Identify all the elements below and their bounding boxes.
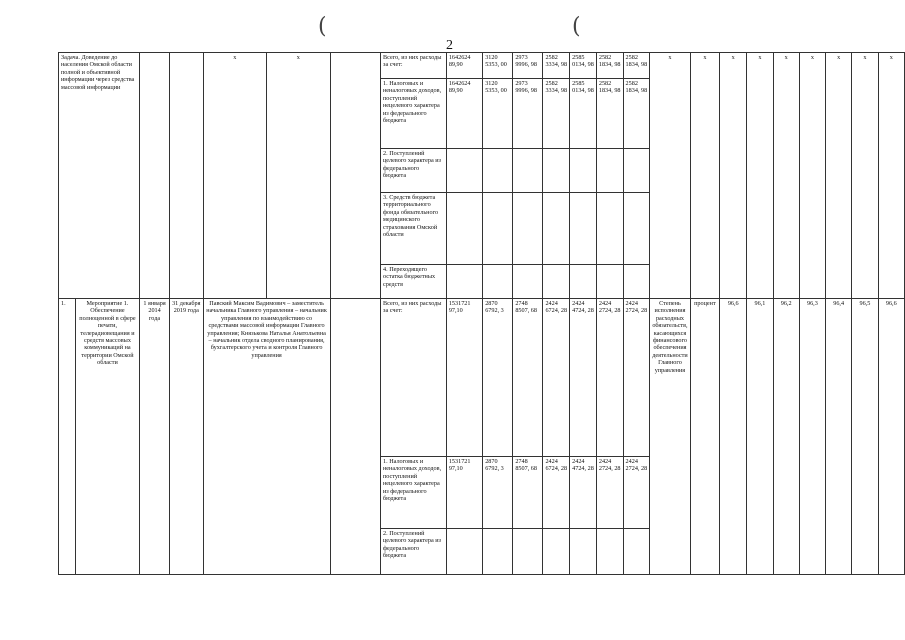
tail-x: x	[799, 53, 825, 299]
measure-name: Мероприятие 1. Обеспечение полноценной в сфере печати, телерадиовещания и средств массовых коммуникаций на территории Омской области	[75, 299, 139, 575]
row-label: Всего, из них расходы за счет:	[381, 53, 447, 79]
indicator-value: 96,5	[852, 299, 878, 575]
value-cell	[483, 265, 513, 299]
value-cell	[596, 193, 623, 265]
value-cell	[543, 149, 570, 193]
indicator-name: Степень исполнения расходных обязательств, касающихся финансового обеспечения деятельности Главного управления	[650, 299, 690, 575]
value-cell: 2582 1834, 98	[596, 79, 623, 149]
value-cell: 2424 2724, 28	[596, 457, 623, 529]
indicator-value: 96,2	[773, 299, 799, 575]
value-cell	[513, 265, 543, 299]
value-cell: 2585 0134, 98	[570, 53, 597, 79]
value-cell: 2424 6724, 28	[543, 299, 570, 457]
task-text: Задача. Доведение до населения Омской области полной и объективной информации через средства массовой информации	[59, 53, 140, 299]
row-label: 1. Налоговых и неналоговых доходов, поступлений нецелевого характера из федерального бюджета	[381, 79, 447, 149]
indicator-unit: процент	[690, 299, 720, 575]
indicator-value: 96,3	[799, 299, 825, 575]
value-cell	[513, 193, 543, 265]
tail-x: x	[826, 53, 852, 299]
indicator-value: 96,4	[826, 299, 852, 575]
value-cell	[513, 529, 543, 575]
measure-start: 1 января 2014 года	[140, 299, 170, 575]
value-cell	[446, 265, 482, 299]
value-cell: 2870 6792, 3	[483, 299, 513, 457]
value-cell	[596, 529, 623, 575]
value-cell	[570, 193, 597, 265]
tail-x: x	[720, 53, 747, 299]
value-cell	[543, 265, 570, 299]
value-cell	[483, 529, 513, 575]
tail-x: x	[747, 53, 773, 299]
left-bracket-mark: (	[318, 14, 327, 39]
value-cell: 1531721 97,10	[446, 457, 482, 529]
indicator-value: 96,1	[747, 299, 773, 575]
value-cell: 2748 8507, 68	[513, 457, 543, 529]
value-cell: 2424 2724, 28	[623, 457, 650, 529]
value-cell	[446, 193, 482, 265]
value-cell: 2582 3334, 98	[543, 53, 570, 79]
tail-x: x	[852, 53, 878, 299]
row-label: 2. Поступлений целевого характера из федерального бюджета	[381, 529, 447, 575]
value-cell: 2424 2724, 28	[596, 299, 623, 457]
value-cell: 2585 0134, 98	[570, 79, 597, 149]
value-cell: 2973 9996, 98	[513, 79, 543, 149]
measure-row-total	[59, 299, 905, 457]
value-cell	[570, 529, 597, 575]
tail-x: x	[690, 53, 720, 299]
value-cell	[483, 149, 513, 193]
value-cell	[446, 149, 482, 193]
value-cell: 2582 1834, 98	[596, 53, 623, 79]
value-cell: 2973 9996, 98	[513, 53, 543, 79]
value-cell	[596, 265, 623, 299]
value-cell	[543, 193, 570, 265]
value-cell: 2582 1834, 98	[623, 79, 650, 149]
row-label: Всего, из них расходы за счет:	[381, 299, 447, 457]
value-cell: 1642624 89,90	[446, 79, 482, 149]
row-label: 3. Средств бюджета территориального фонда обязательного медицинского страхования Омской области	[381, 193, 447, 265]
tail-x: x	[773, 53, 799, 299]
value-cell	[623, 265, 650, 299]
task-x-mark: x	[267, 53, 330, 299]
task-empty-cell	[169, 53, 203, 299]
value-cell: 2582 1834, 98	[623, 53, 650, 79]
value-cell: 2748 8507, 68	[513, 299, 543, 457]
value-cell: 2424 6724, 28	[543, 457, 570, 529]
measure-executors: Павский Максим Вадимович – заместитель начальника Главного управления – начальник управления по взаимодействию со средствами массовой информации Главного управления; Князькова Наталья Анатольевна – начальник отдела сводного планирования, бухгалтерского учета и контроля Главного управления	[203, 299, 330, 575]
program-table	[58, 52, 905, 575]
value-cell: 2424 2724, 28	[623, 299, 650, 457]
right-bracket-mark: (	[572, 14, 581, 39]
value-cell: 2582 3334, 98	[543, 79, 570, 149]
value-cell	[483, 193, 513, 265]
value-cell	[623, 529, 650, 575]
value-cell	[446, 529, 482, 575]
tail-x: x	[878, 53, 904, 299]
value-cell	[543, 529, 570, 575]
task-empty-cell	[330, 53, 380, 299]
measure-empty-cell	[330, 299, 380, 575]
value-cell: 2424 4724, 28	[570, 457, 597, 529]
page-number: 2	[446, 38, 453, 53]
measure-number: 1.	[59, 299, 76, 575]
measure-end: 31 декабря 2019 года	[169, 299, 203, 575]
indicator-value: 96,6	[878, 299, 904, 575]
task-x-mark: x	[203, 53, 266, 299]
value-cell: 2870 6792, 3	[483, 457, 513, 529]
value-cell	[596, 149, 623, 193]
row-label: 4. Переходящего остатка бюджетных средств	[381, 265, 447, 299]
indicator-value: 96,6	[720, 299, 747, 575]
task-row-total	[59, 53, 905, 79]
value-cell: 2424 4724, 28	[570, 299, 597, 457]
value-cell	[623, 193, 650, 265]
tail-x: x	[650, 53, 690, 299]
row-label: 1. Налоговых и неналоговых доходов, поступлений нецелевого характера из федерального бюджета	[381, 457, 447, 529]
value-cell	[623, 149, 650, 193]
value-cell: 3120 5353, 00	[483, 79, 513, 149]
value-cell: 1531721 97,10	[446, 299, 482, 457]
value-cell	[570, 265, 597, 299]
row-label: 2. Поступлений целевого характера из федерального бюджета	[381, 149, 447, 193]
value-cell: 1642624 89,90	[446, 53, 482, 79]
value-cell	[570, 149, 597, 193]
value-cell	[513, 149, 543, 193]
value-cell: 3120 5353, 00	[483, 53, 513, 79]
task-empty-cell	[140, 53, 170, 299]
